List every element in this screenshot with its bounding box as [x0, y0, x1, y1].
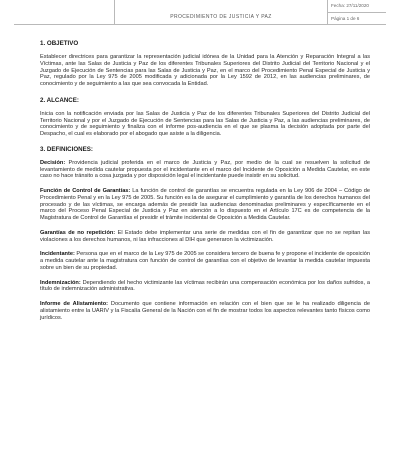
header-logo-cell: [14, 0, 115, 24]
definition-term: Garantías de no repetición:: [40, 229, 116, 236]
definition-text: La función de control de garantías se encuentra regulada en la Ley 906 de 2004 – Código de Procedimiento Penal y en la Ley 975 de 2005. Su función es la de asegurar el cumplimiento y garantía de los derechos humanos del procesado y de las víctimas, se encarga además de presidir las audiencias denominadas preliminares y específicamente en el marco del Proceso Penal Especial de Justicia y Paz en atención a lo dispuesto en el Artículo 17C es de competencia de la Magistratura de Control de Garantías el presidir el trámite incidental de Oposición a Medida Cautelar.: [40, 188, 370, 221]
definition-term: Decisión:: [40, 159, 66, 166]
definition-item: [40, 251, 370, 271]
definition-text: Dependiendo del hecho victimizante las víctimas recibirán una compensación económica por los daños sufridos, a título de indemnización administrativa.: [40, 279, 370, 293]
definition-text: Providencia judicial proferida en el marco de Justicia y Paz, por medio de la cual se resuelven la solicitud de levantamiento de medida cautelar propuesta por el incidentante en el marco del Incidente de Oposición a Medida Cautelar, en este caso no hace tránsito a cosa juzgada y por disposición legal el incidentante puede insistir en su solicitud.: [40, 159, 370, 180]
definition-text: El Estado debe implementar una serie de medidas con el fin de garantizar que no se repitan las violaciones a los derechos humanos, ni las infracciones al DIH que generaron la victimización.: [40, 229, 370, 243]
definition-item: [40, 160, 370, 180]
document-header: [14, 0, 386, 25]
definition-text: Documento que contiene información en relación con el bien que se le ha realizado diligencia de alistamiento entre la UARIV y la Fiscalía General de la Nación con el fin de mostrar todos los aspectos relevantes tanto físicos como jurídicos.: [40, 301, 370, 321]
definition-term: Indemnización:: [40, 279, 81, 286]
definition-term: Incidentante:: [40, 251, 75, 258]
section-heading-definiciones: 3. DEFINICIONES:: [40, 145, 93, 153]
definition-item: [40, 230, 370, 244]
definition-term: Informe de Alistamiento:: [40, 301, 109, 307]
header-page-number: Página 1 de 6: [328, 12, 386, 25]
section-heading-alcance: 2. ALCANCE:: [40, 96, 79, 104]
header-meta: [328, 0, 386, 24]
definition-term: Función de Control de Garantías:: [40, 188, 131, 194]
section-text-alcance: Inicia con la notificación enviada por las Salas de Justicia y Paz de los diferentes Tribunales Superiores del Distrito Judicial del Territorio Nacional y por el Juzgado de Ejecución de Sentencias para las Salas de Justicia y Paz, a las audiencias preliminares, de conocimiento y de seguimiento y finaliza con el informe pos-audiencia en el que se plasma la decisión adoptada por parte del Despacho, el cual es elaborado por el abogado que asiste a la diligencia.: [40, 110, 370, 137]
definition-item: [40, 301, 370, 321]
section-text-objetivo: Establecer directrices para garantizar la representación judicial idónea de la Unidad para la Atención y Reparación Integral a las Víctimas, ante las Salas de Justicia y Paz de los diferentes Tribunales Superiores del Distrito Judicial del Territorio Nacional y el Juzgado de Ejecución de Sentencias para las Salas de Justicia y Paz, en el marco del Procedimiento Penal Especial de Justicia y Paz, regulado por la Ley 975 de 2005 modificada y adicionada por la Ley 1592 de 2012, en las audiencias preliminares, de conocimiento y de seguimiento a las que sea convocada la Entidad.: [40, 54, 370, 87]
header-title: PROCEDIMIENTO DE JUSTICIA Y PAZ: [115, 0, 328, 24]
document-body: [40, 40, 370, 329]
section-heading-objetivo: 1. OBJETIVO: [40, 40, 79, 47]
section-objetivo: [40, 40, 370, 88]
header-date: Fecha: 27/11/2020: [331, 3, 369, 9]
definition-item: [40, 188, 370, 222]
section-alcance: [40, 97, 370, 138]
definition-item: [40, 280, 370, 294]
definition-text: Persona que en el marco de la Ley 975 de 2005 se considera tercero de buena fe y propone el incidente de oposición a medida cautelar ante la magistratura con función de control de garantías con el objetivo de levantar la medida cautelar impuesta sobre un bien de su propiedad.: [40, 251, 370, 271]
section-definiciones: [40, 146, 370, 322]
